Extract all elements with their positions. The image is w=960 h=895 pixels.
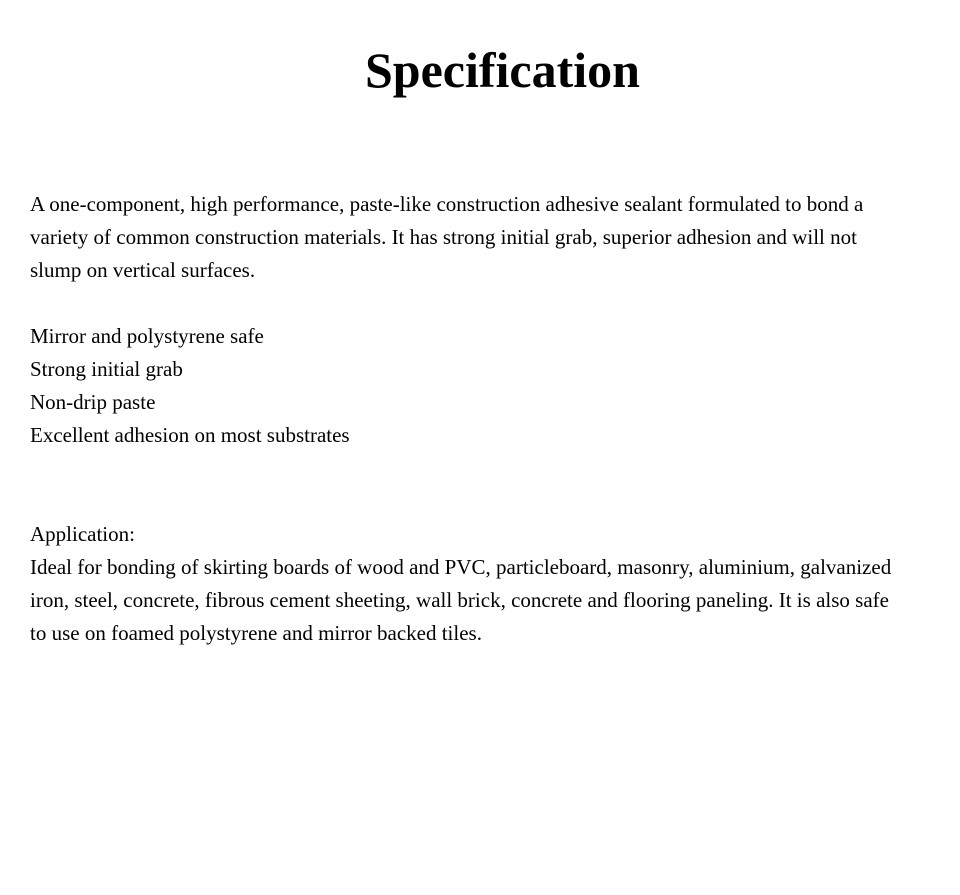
feature-item: Non-drip paste <box>30 390 156 414</box>
application-section <box>30 518 910 650</box>
application-heading: Application: <box>30 522 135 546</box>
intro-paragraph: A one-component, high performance, paste-like construction adhesive sealant formulated to bond a variety of common construction materials. It has strong initial grab, superior adhesion and will not slump on vertical surfaces. <box>30 192 864 282</box>
application-text: Ideal for bonding of skirting boards of wood and PVC, particleboard, masonry, aluminium, galvanized iron, steel, concrete, fibrous cement sheeting, wall brick, concrete and flooring paneling. It is also safe to use on foamed polystyrene and mirror backed tiles. <box>30 555 892 645</box>
feature-item: Strong initial grab <box>30 357 183 381</box>
feature-list <box>30 320 910 452</box>
feature-item: Mirror and polystyrene safe <box>30 324 264 348</box>
page-title: Specification <box>365 42 640 98</box>
document-body <box>30 188 910 650</box>
feature-item: Excellent adhesion on most substrates <box>30 423 350 447</box>
